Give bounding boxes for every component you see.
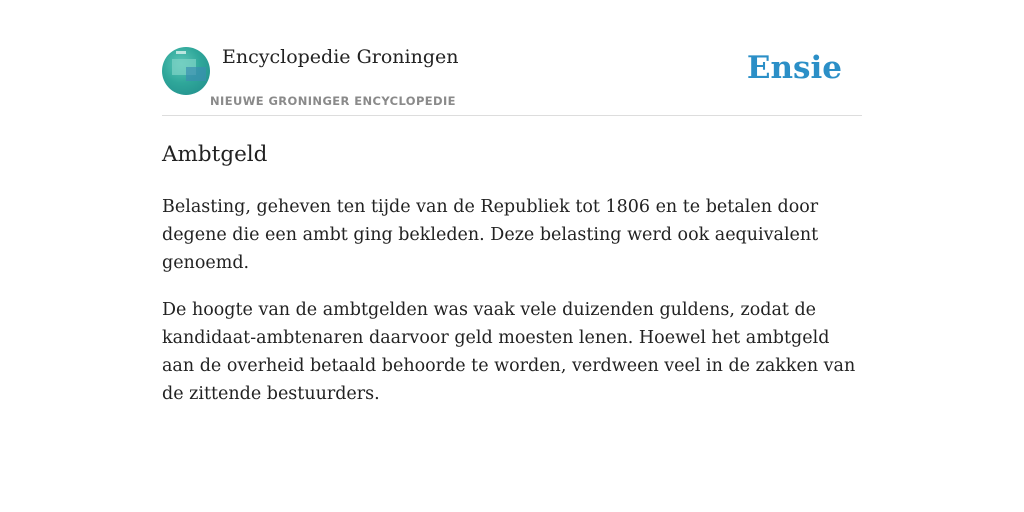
site-subtitle: NIEUWE GRONINGER ENCYCLOPEDIE: [210, 94, 456, 108]
article-paragraph: Belasting, geheven ten tijde van de Republiek tot 1806 en te betalen door degene die een ambt ging bekleden. Deze belasting werd ook aequivalent genoemd.: [162, 197, 819, 273]
logo-graphic: [186, 67, 206, 81]
article: [162, 139, 862, 427]
site-title[interactable]: Encyclopedie Groningen: [222, 46, 459, 68]
brand-logo[interactable]: Ensie: [746, 50, 842, 86]
site-logo[interactable]: [162, 47, 210, 95]
site-header: [162, 44, 862, 116]
article-title: Ambtgeld: [162, 142, 268, 167]
article-paragraph: De hoogte van de ambtgelden was vaak vele duizenden guldens, zodat de kandidaat-ambtenaren daarvoor geld moesten lenen. Hoewel het ambtgeld aan de overheid betaald behoorde te worden, verdween veel in de zakken van de zittende bestuurders.: [162, 300, 856, 404]
logo-graphic: [176, 51, 186, 54]
